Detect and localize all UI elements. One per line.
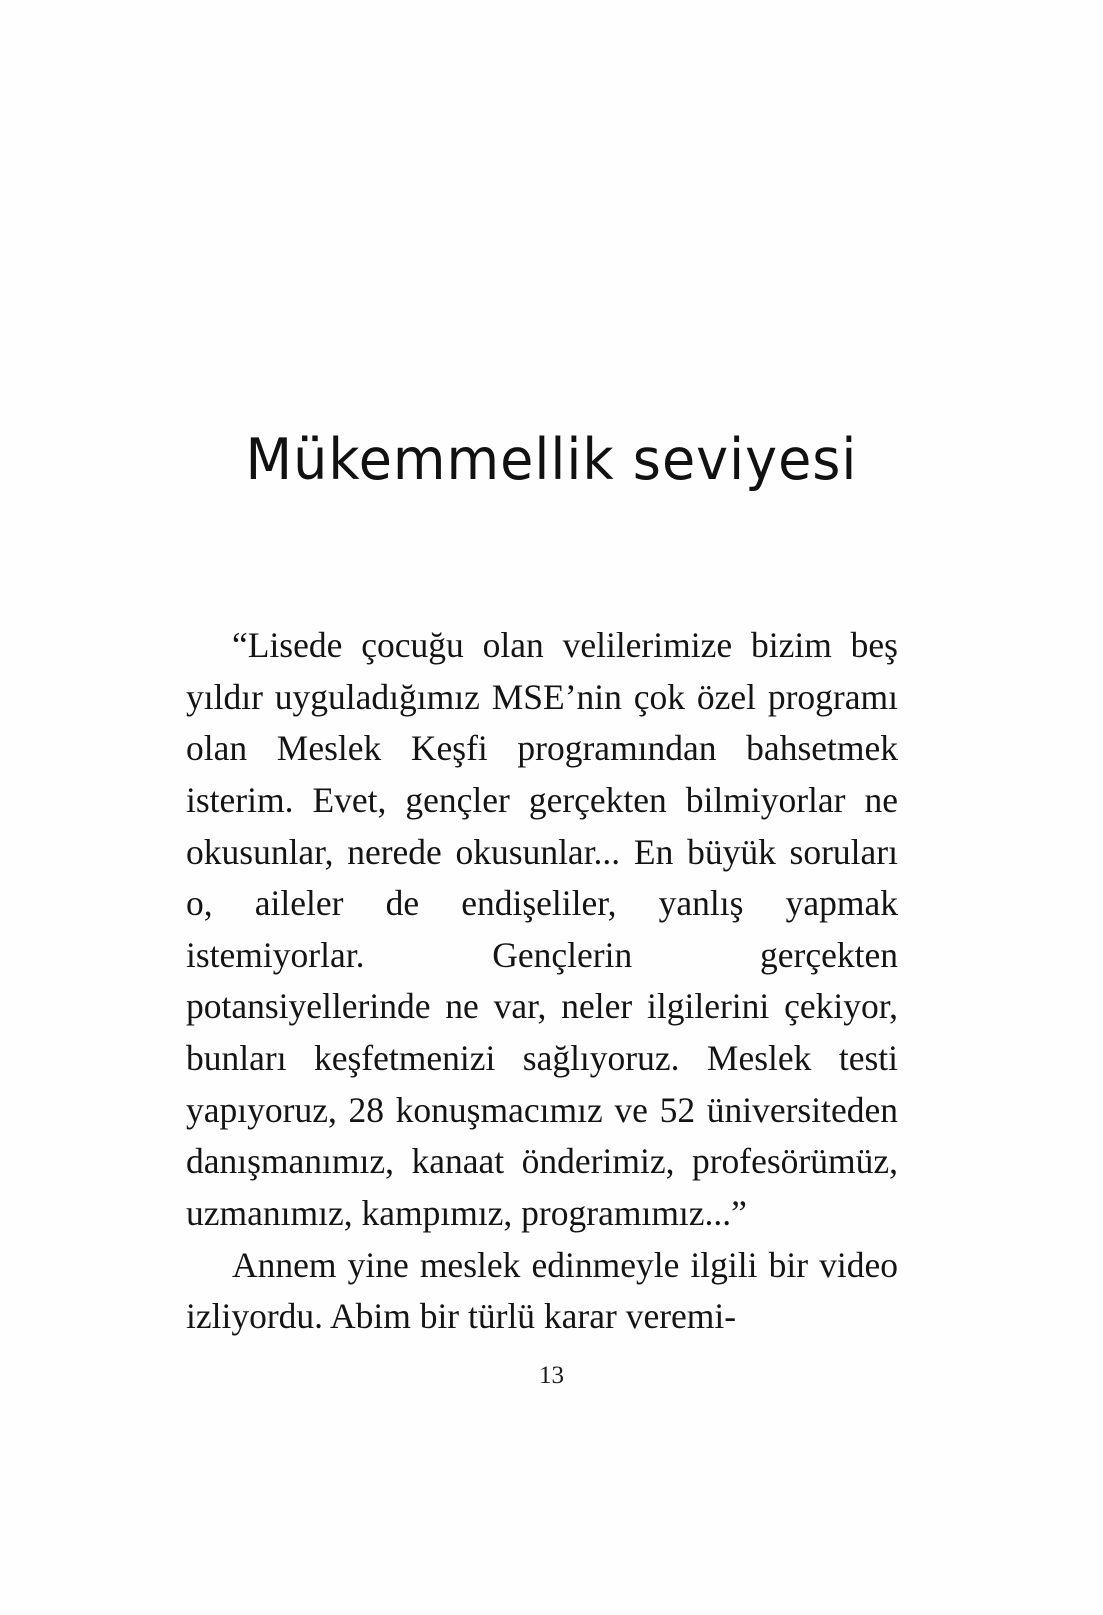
paragraph-narration: Annem yine meslek edinmeyle ilgili bir video izliyordu. Abim bir türlü karar veremi- [186,1244,898,1337]
body-text [186,620,898,1343]
paragraph-quote: “Lisede çocuğu olan velilerimize bizim beş yıldır uyguladığımız MSE’nin çok özel programı olan Meslek Keşfi programından bahsetmek isterim. Evet, gençler gerçekten bilmiyorlar ne okusunlar, nerede okusunlar... En büyük soruları o, aileler de endişeliler, yanlış yapmak istemiyorlar. Gençlerin gerçekten potansiyellerinde ne var, neler ilgilerini çekiyor, bunları keşfetmenizi sağlıyoruz. Meslek testi yapıyoruz, 28 konuşmacımız ve 52 üniversiteden danışmanımız, kanaat önderimiz, profesörümüz, uzmanımız, kampımız, programımız...” [186,625,898,1234]
page-title: Mükemmellik seviyesi [245,426,858,494]
page-number: 13 [539,1362,564,1389]
